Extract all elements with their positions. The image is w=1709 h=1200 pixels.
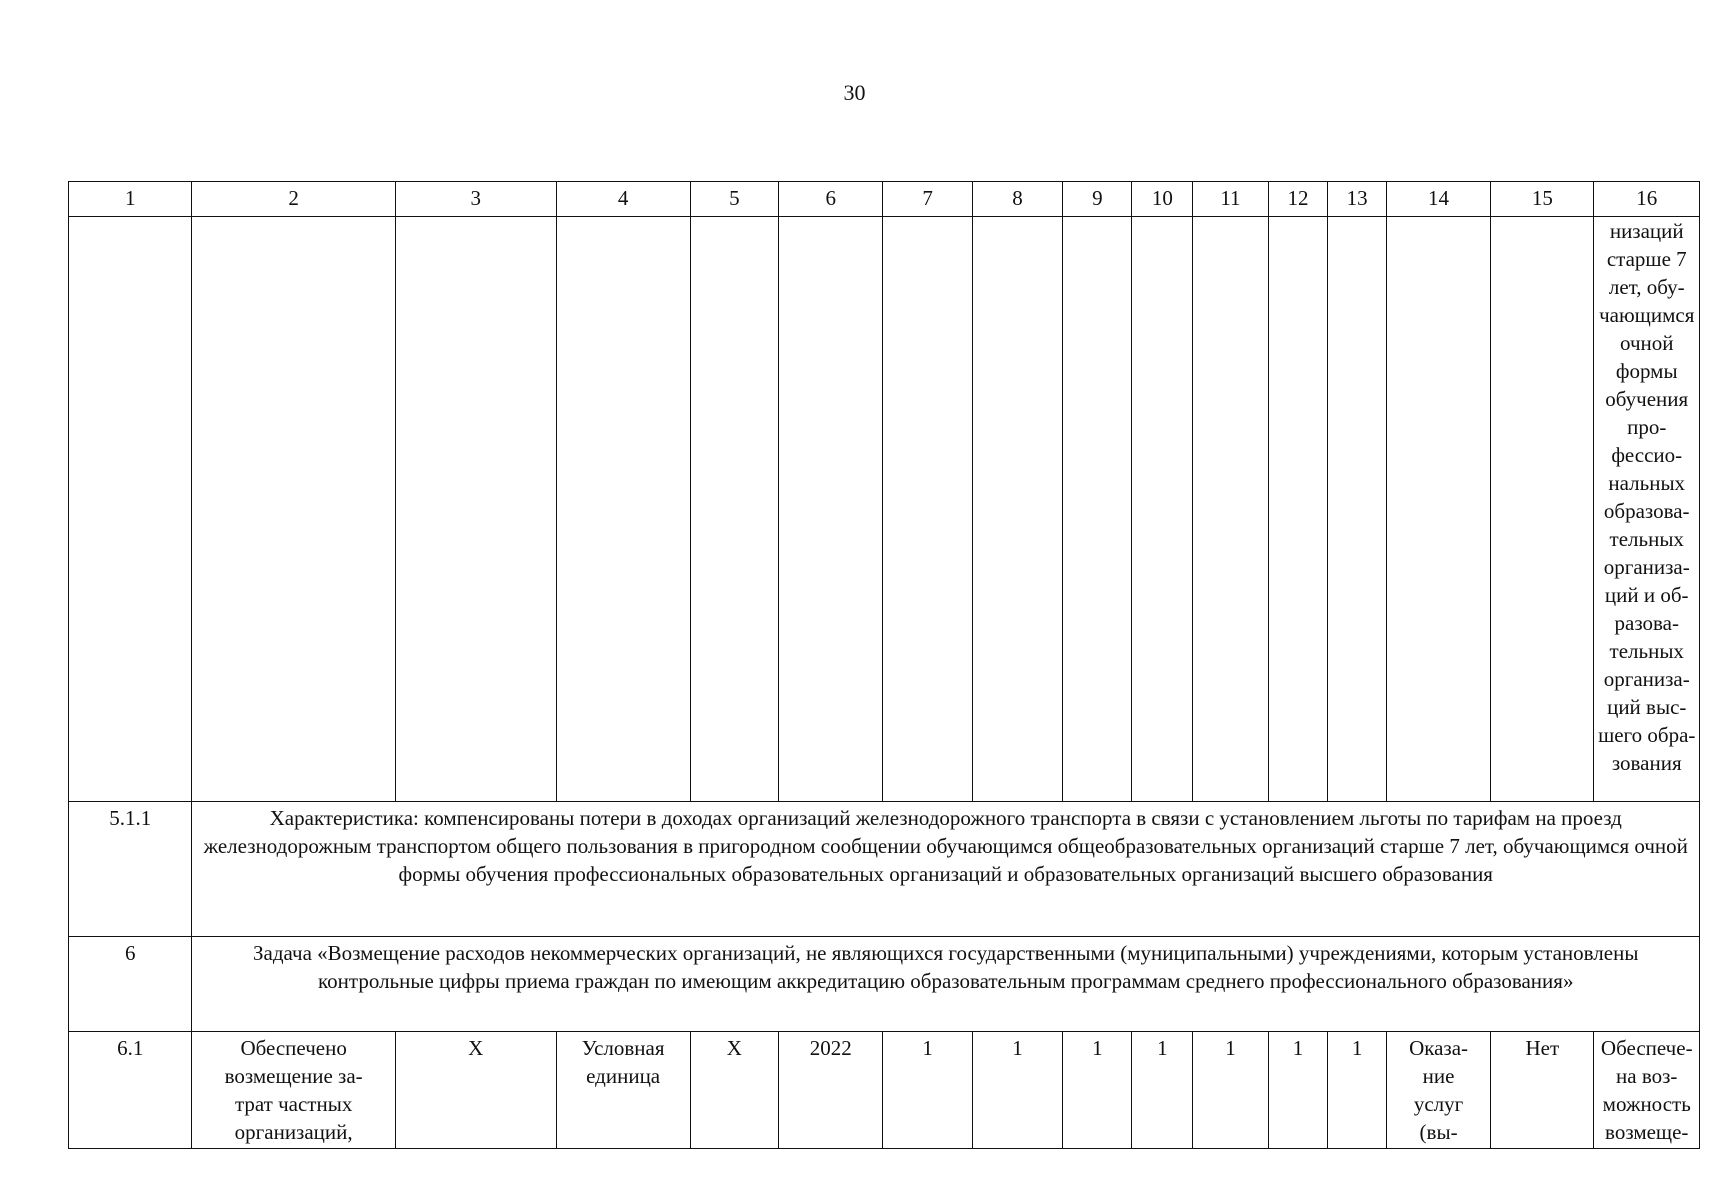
empty-cell <box>972 217 1062 802</box>
value-cell: 1 <box>1268 1032 1328 1149</box>
effect-cell <box>1594 1032 1700 1149</box>
text-line: (вы- <box>1419 1120 1458 1144</box>
header-cell: 12 <box>1268 182 1328 217</box>
value-cell: 1 <box>1132 1032 1193 1149</box>
value-cell: 1 <box>972 1032 1062 1149</box>
characteristic-row <box>69 802 1700 937</box>
cell-x: Х <box>690 1032 778 1149</box>
task-text: Задача «Возмещение расходов некоммерческих организаций, не являющихся государственными (муниципальными) учреждениями, которым установлены контрольные цифры приема граждан по имеющим аккредитацию образовательным программам среднего профессионального образования» <box>192 937 1700 1032</box>
empty-cell <box>1193 217 1269 802</box>
column-numbers-row <box>69 182 1700 217</box>
empty-cell <box>1491 217 1594 802</box>
year-cell: 2022 <box>779 1032 883 1149</box>
value-cell: 1 <box>1193 1032 1269 1149</box>
empty-cell <box>883 217 972 802</box>
header-cell: 14 <box>1386 182 1490 217</box>
text-line: обучения <box>1605 387 1689 411</box>
header-cell: 11 <box>1193 182 1269 217</box>
header-cell: 9 <box>1063 182 1132 217</box>
header-cell: 5 <box>690 182 778 217</box>
empty-cell <box>1268 217 1328 802</box>
text-line: чающимся <box>1599 303 1695 327</box>
empty-cell <box>395 217 556 802</box>
text-line: возмеще- <box>1605 1120 1689 1144</box>
program-table <box>68 181 1700 1149</box>
text-line: организаций, <box>234 1120 353 1144</box>
text-line: ций и об- <box>1604 583 1689 607</box>
flag-cell: Нет <box>1491 1032 1594 1149</box>
continued-text-cell <box>1594 217 1700 802</box>
cell-x: Х <box>395 1032 556 1149</box>
text-line: на воз- <box>1616 1064 1678 1088</box>
type-cell <box>1386 1032 1490 1149</box>
empty-cell <box>1132 217 1193 802</box>
header-cell: 7 <box>883 182 972 217</box>
text-line: Условная <box>581 1036 665 1060</box>
text-line: Обеспече- <box>1600 1036 1693 1060</box>
empty-cell <box>192 217 395 802</box>
value-cell: 1 <box>883 1032 972 1149</box>
text-line: трат частных <box>234 1092 353 1116</box>
text-line: фессио- <box>1611 443 1683 467</box>
empty-cell <box>69 217 192 802</box>
header-cell: 1 <box>69 182 192 217</box>
text-line: низаций <box>1609 219 1684 243</box>
result-name-cell <box>192 1032 395 1149</box>
text-line: Обеспечено <box>240 1036 347 1060</box>
text-line: формы <box>1615 359 1678 383</box>
header-cell: 8 <box>972 182 1062 217</box>
text-line: возмещение за- <box>224 1064 363 1088</box>
text-line: организа- <box>1603 555 1690 579</box>
row-number: 5.1.1 <box>69 802 192 937</box>
empty-cell <box>779 217 883 802</box>
header-cell: 15 <box>1491 182 1594 217</box>
header-cell: 16 <box>1594 182 1700 217</box>
text-line: образова- <box>1603 499 1690 523</box>
value-cell: 1 <box>1063 1032 1132 1149</box>
header-cell: 3 <box>395 182 556 217</box>
empty-cell <box>556 217 690 802</box>
text-line: старше 7 <box>1606 247 1687 271</box>
task-row <box>69 937 1700 1032</box>
text-line: тельных <box>1609 639 1684 663</box>
text-line: ций выс- <box>1607 695 1687 719</box>
row-number: 6.1 <box>69 1032 192 1149</box>
text-line: зования <box>1611 751 1682 775</box>
text-line: Оказа- <box>1409 1036 1469 1060</box>
text-line: разова- <box>1614 611 1679 635</box>
text-line: услуг <box>1413 1092 1464 1116</box>
header-cell: 10 <box>1132 182 1193 217</box>
empty-cell <box>1063 217 1132 802</box>
header-cell: 13 <box>1328 182 1387 217</box>
text-line: единица <box>586 1064 661 1088</box>
text-line: можность <box>1602 1092 1691 1116</box>
text-line: ние <box>1422 1064 1455 1088</box>
text-line: тельных <box>1609 527 1684 551</box>
header-cell: 6 <box>779 182 883 217</box>
result-row <box>69 1032 1700 1149</box>
value-cell: 1 <box>1328 1032 1387 1149</box>
text-line: про- <box>1627 415 1667 439</box>
row-number: 6 <box>69 937 192 1032</box>
page-number: 30 <box>843 80 866 105</box>
text-line: шего обра- <box>1598 723 1696 747</box>
text-line: очной <box>1619 331 1674 355</box>
continuation-row <box>69 217 1700 802</box>
empty-cell <box>1328 217 1387 802</box>
text-line: нальных <box>1608 471 1686 495</box>
text-line: лет, обу- <box>1608 275 1685 299</box>
header-cell: 4 <box>556 182 690 217</box>
empty-cell <box>690 217 778 802</box>
unit-cell <box>556 1032 690 1149</box>
header-cell: 2 <box>192 182 395 217</box>
text-line: организа- <box>1603 667 1690 691</box>
empty-cell <box>1386 217 1490 802</box>
characteristic-text: Характеристика: компенсированы потери в доходах организаций железнодорожного транспорта в связи с установлением льготы по тарифам на проезд железнодорожным транспортом общего пользования в пригородном сообщении обучающимся общеобразовательных организаций старше 7 лет, обучающимся очной формы обучения профессиональных образовательных организаций и образовательных организаций высшего образования <box>192 802 1700 937</box>
